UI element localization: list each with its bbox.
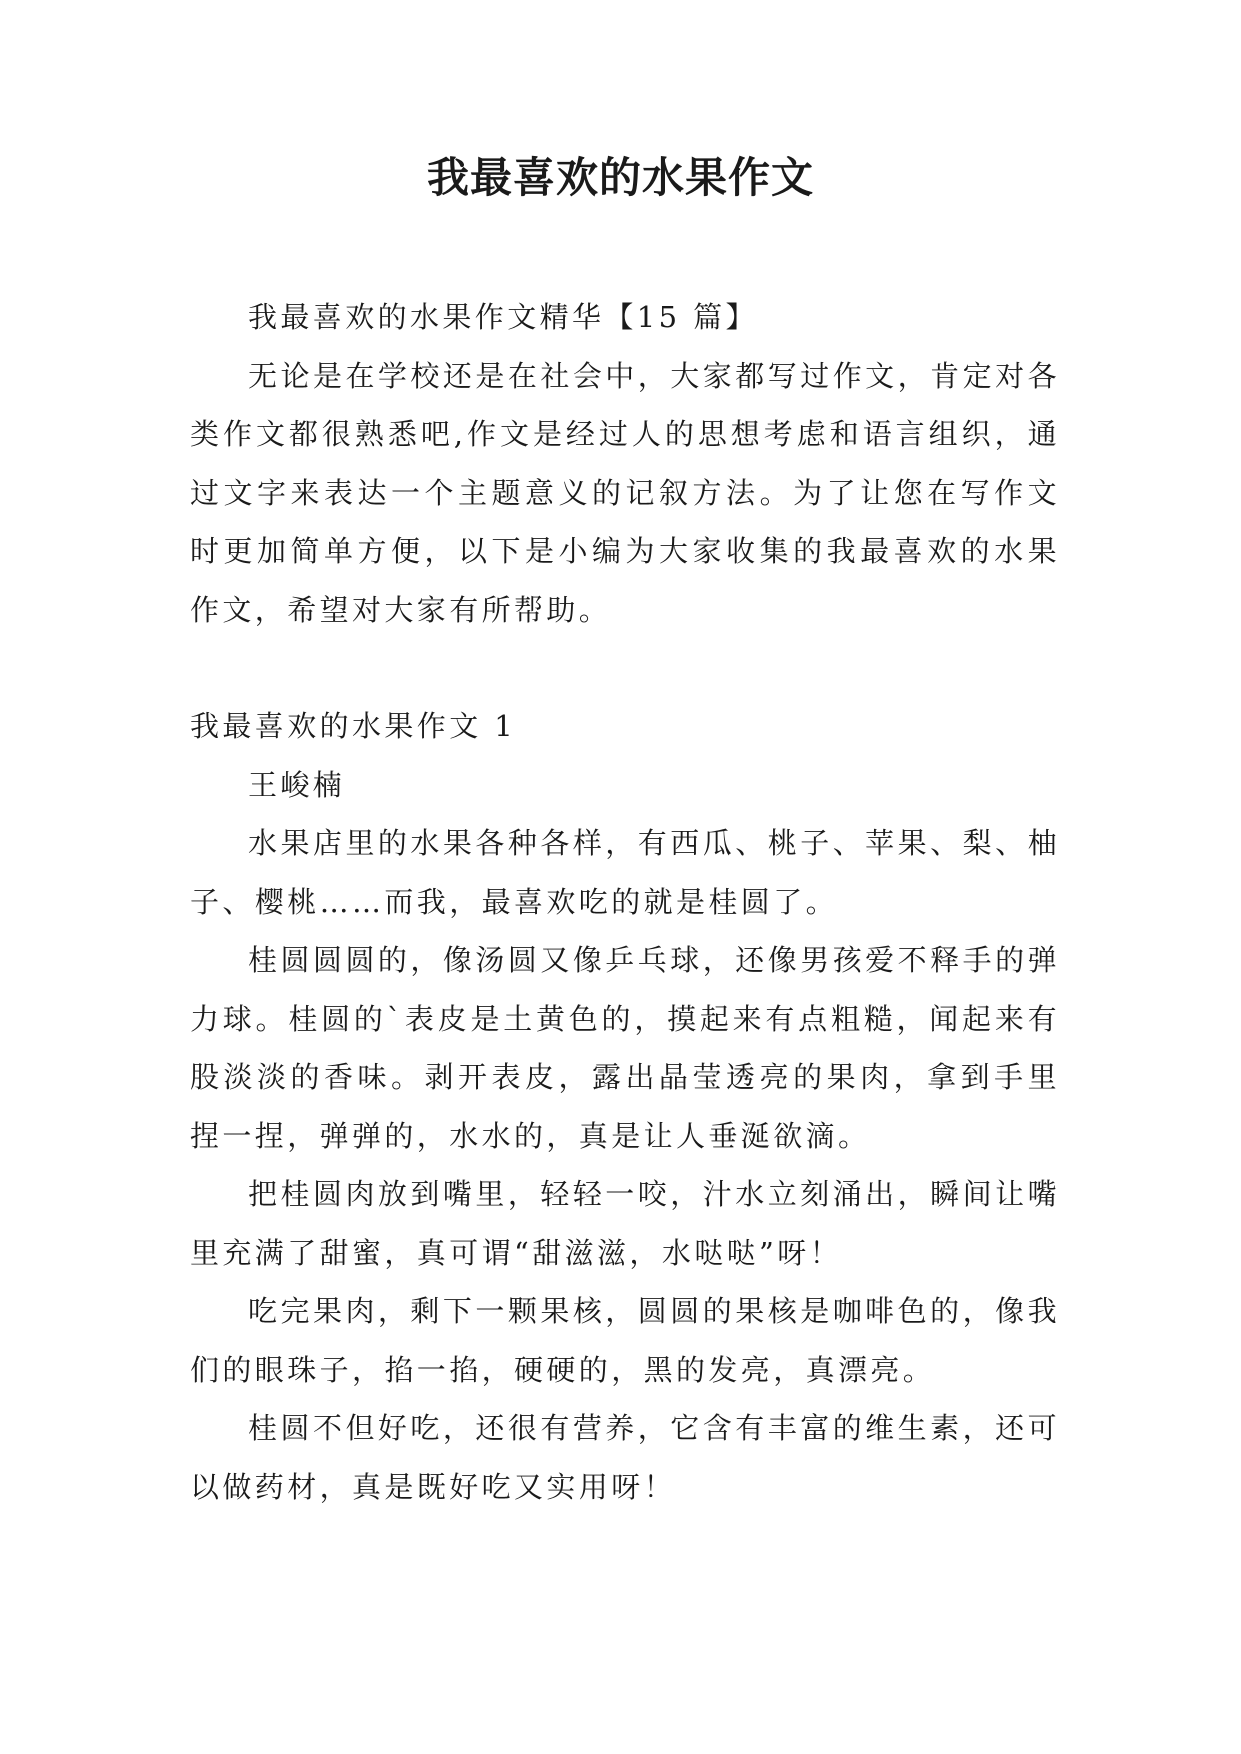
essay-paragraph: 水果店里的水果各种各样，有西瓜、桃子、苹果、梨、柚子、樱桃……而我，最喜欢吃的就是桂圆了。 (190, 826, 1060, 919)
essay-paragraph: 桂圆不但好吃，还很有营养，它含有丰富的维生素，还可以做药材，真是既好吃又实用呀！ (190, 1411, 1060, 1504)
document-body (190, 288, 1060, 1516)
document-subtitle: 我最喜欢的水果作文精华【15 篇】 (248, 300, 758, 334)
essay-paragraph: 桂圆圆圆的，像汤圆又像乒乓球，还像男孩爱不释手的弹力球。桂圆的`表皮是土黄色的，摸起来有点粗糙，闻起来有股淡淡的香味。剥开表皮，露出晶莹透亮的果肉，拿到手里捏一捏，弹弹的，水水的，真是让人垂涎欲滴。 (190, 943, 1060, 1153)
intro-paragraph: 无论是在学校还是在社会中，大家都写过作文，肯定对各类作文都很熟悉吧,作文是经过人的思想考虑和语言组织，通过文字来表达一个主题意义的记叙方法。为了让您在写作文时更加简单方便，以下是小编为大家收集的我最喜欢的水果作文，希望对大家有所帮助。 (190, 358, 1060, 627)
section-gap (190, 639, 1060, 697)
essay-paragraph: 吃完果肉，剩下一颗果核，圆圆的果核是咖啡色的，像我们的眼珠子，掐一掐，硬硬的，黑的发亮，真漂亮。 (190, 1294, 1060, 1387)
document-title: 我最喜欢的水果作文 (426, 153, 814, 202)
essay-heading: 我最喜欢的水果作文 1 (190, 709, 517, 743)
essay-paragraph: 把桂圆肉放到嘴里，轻轻一咬，汁水立刻涌出，瞬间让嘴里充满了甜蜜，真可谓“甜滋滋，水哒哒”呀！ (190, 1177, 1060, 1270)
essay-author: 王峻楠 (248, 767, 346, 802)
